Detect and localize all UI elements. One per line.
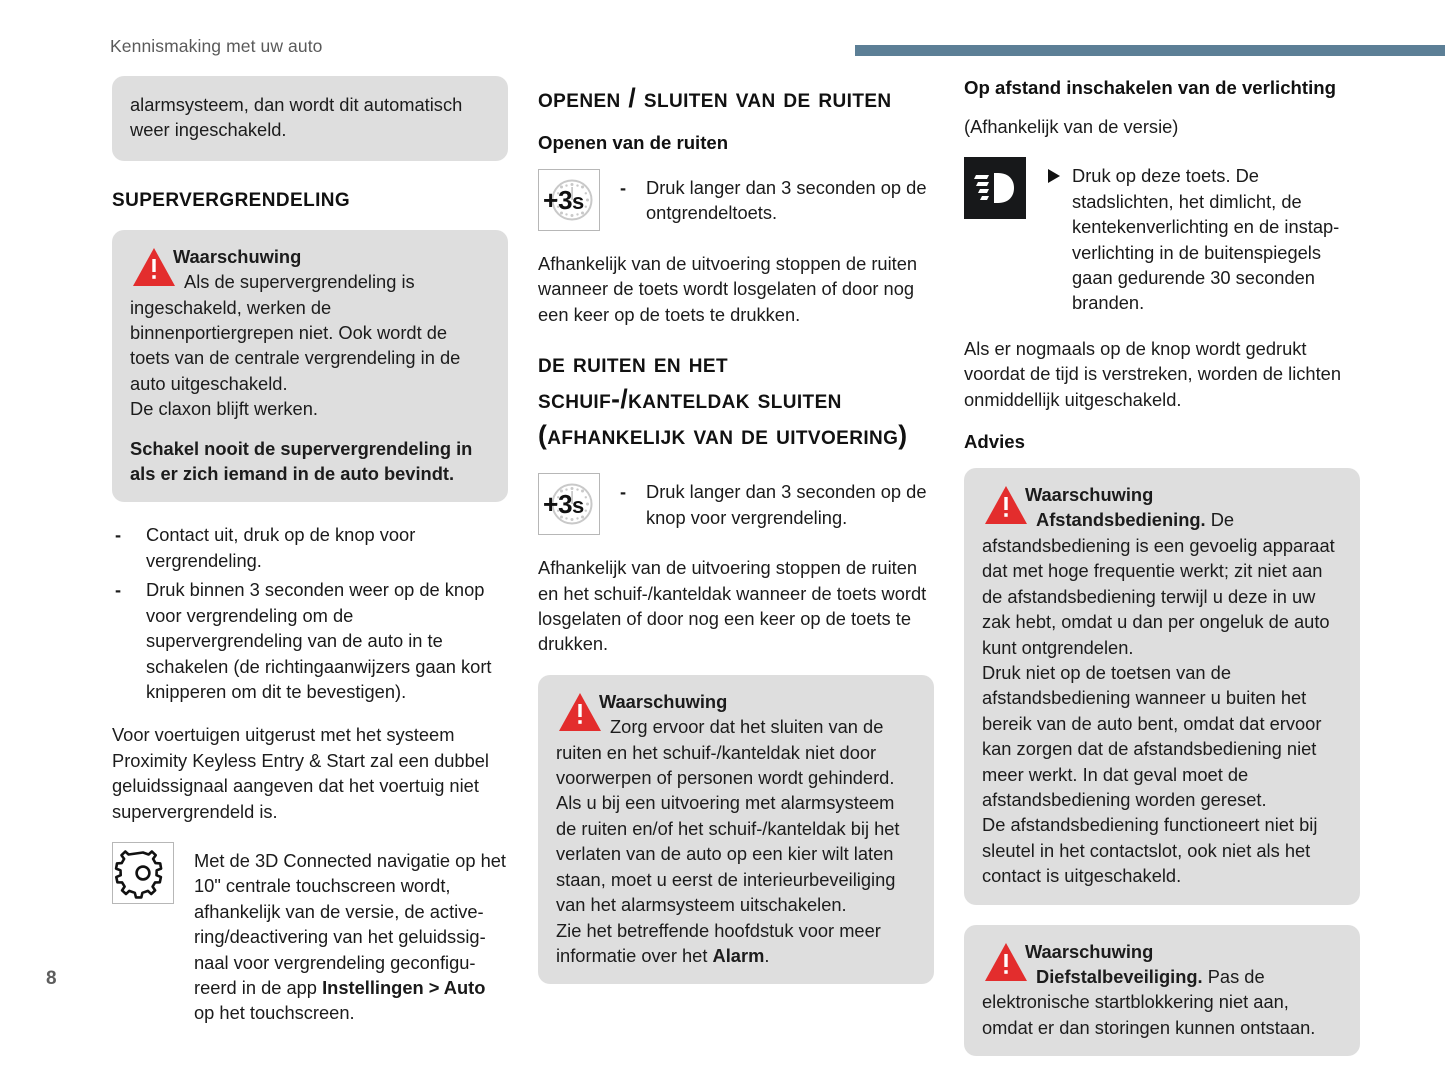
list-item: - Contact uit, druk op de knop voor vergrendeling. bbox=[112, 522, 508, 573]
supervergrendeling-steps-list bbox=[112, 522, 508, 704]
plus-3-seconds-icon-box bbox=[538, 169, 600, 231]
headlight-step-row bbox=[964, 157, 1360, 315]
svg-text:s: s bbox=[572, 189, 585, 214]
step-dash-marker: - bbox=[620, 177, 627, 198]
close-windows-step-row bbox=[538, 473, 934, 535]
warning-text-2-part2: . bbox=[764, 944, 770, 966]
plus-3-seconds-icon bbox=[539, 474, 599, 534]
warning-triangle-icon bbox=[132, 247, 176, 287]
step-dash-marker: - bbox=[620, 481, 627, 503]
warning-bold-lead: Diefstalbeveiliging. bbox=[1036, 965, 1203, 987]
warning-triangle-icon bbox=[984, 942, 1028, 982]
warning-text: Als de supervergrendeling is ingeschakeld, werken de binnenportiergrepen niet. Ook wordt de toets van de centrale vergrendeling in de auto uitgeschakeld. bbox=[130, 271, 461, 394]
close-windows-step-text: Druk langer dan 3 seconden op de knop voor vergrendeling. bbox=[646, 481, 927, 528]
gear-icon-box bbox=[112, 842, 174, 904]
svg-text:+3: +3 bbox=[543, 185, 573, 215]
column-1 bbox=[112, 76, 508, 1046]
section-title-supervergrendeling: supervergrendeling bbox=[112, 181, 351, 212]
warning-box-supervergrendeling bbox=[112, 230, 508, 503]
column-2 bbox=[538, 76, 934, 1004]
sub-title-op-afstand-verlichting: Op afstand inschakelen van de verlichting bbox=[964, 77, 1336, 98]
sub-title-advies: Advies bbox=[964, 431, 1025, 453]
gear-icon-slot bbox=[112, 842, 178, 904]
open-windows-paragraph: Afhankelijk van de uitvoering stoppen de ruiten wanneer de toets wordt losgelaten of door nog een keer op de toets te drukken. bbox=[538, 253, 918, 325]
gear-note-row bbox=[112, 842, 508, 1026]
header-rule bbox=[855, 45, 1445, 56]
continuation-note-box bbox=[112, 76, 508, 161]
plus-3-seconds-icon-box bbox=[538, 473, 600, 535]
version-note: (Afhankelijk van de versie) bbox=[964, 116, 1179, 137]
warning-bold-text: Schakel nooit de supervergrendeling in als er zich iemand in de auto bevindt. bbox=[130, 437, 473, 485]
plus3s-icon-slot-open bbox=[538, 169, 604, 231]
warning-text-2: De claxon blijft werken. bbox=[130, 398, 318, 420]
page-number: 8 bbox=[46, 968, 57, 989]
svg-text:+3: +3 bbox=[543, 489, 573, 520]
plus3s-icon-slot-close bbox=[538, 473, 604, 535]
gear-note-text-part1: Met de 3D Connected navigatie op het 10" centrale touchscreen wordt, afhankelijk van de versie, de active-ring/deactivering van het geluidssig-naal voor vergrendeling geconfigu-reerd in de app bbox=[194, 849, 507, 998]
page-header bbox=[0, 0, 1445, 66]
proximity-keyless-paragraph: Voor voertuigen uitgerust met het systeem Proximity Keyless Entry & Start zal een dubbel geluidssignaal aangeven dat het voertuig niet supervergrendeld is. bbox=[112, 724, 489, 822]
open-windows-step-row bbox=[538, 169, 934, 231]
warning-triangle-icon bbox=[984, 485, 1028, 525]
gear-note-text-part2: op het touchscreen. bbox=[194, 1002, 355, 1024]
plus-3-seconds-icon bbox=[539, 170, 599, 230]
gear-note-text bbox=[194, 842, 508, 1026]
warning-text-2-part1: Zie het betreffende hoofdstuk voor meer informatie over het bbox=[556, 919, 881, 966]
warning-text-2-bold: Alarm bbox=[712, 944, 765, 966]
warning-box-sluiten bbox=[538, 675, 934, 984]
warning-label: Waarschuwing bbox=[598, 690, 728, 712]
warning-text: Zorg ervoor dat het sluiten van de ruiten en het schuif-/kanteldak niet door voorwerpen of personen wordt gehinderd. Als u bij een uitvoering met alarmsysteem de ruiten en/of het schuif-/kanteldak bij het verlaten van de auto op een kier wilt laten staan, moet u eerst de interieurbeveiliging van het alarmsysteem uitschakelen. bbox=[556, 716, 900, 916]
gear-note-bold: Instellingen > Auto bbox=[322, 976, 486, 998]
warning-label: Waarschuwing bbox=[172, 245, 302, 267]
warning-text: De afstandsbediening is een gevoelig apparaat dat met hoge frequentie werkt; zit niet aan de afstandsbediening terwijl u deze in uw zak hebt, omdat u dan per ongeluk de auto kunt ontgrendelen. bbox=[982, 509, 1335, 658]
triangle-bullet-icon bbox=[1046, 157, 1072, 184]
warning-bold-lead: Afstandsbediening. bbox=[1036, 509, 1206, 531]
svg-text:s: s bbox=[572, 493, 585, 519]
gear-icon bbox=[113, 843, 173, 903]
headlight-icon-slot bbox=[964, 157, 1030, 219]
sub-title-openen-van-de-ruiten: Openen van de ruiten bbox=[538, 132, 729, 153]
low-beam-headlight-icon bbox=[964, 157, 1026, 219]
warning-label: Waarschuwing bbox=[1024, 484, 1154, 506]
warning-text-2: Druk niet op de toetsen van de afstandsbediening wanneer u buiten het bereik van de auto bent, omdat dat ervoor kan zorgen dat de afstandsbediening niet meer werkt. In dat geval moet de afstandsbediening worden gereset. bbox=[982, 661, 1322, 810]
continuation-note-text: alarmsysteem, dan wordt dit automatisch weer ingeschakeld. bbox=[130, 94, 463, 141]
list-item: - Druk binnen 3 seconden weer op de knop voor vergrendeling om de supervergrendeling van de auto in te schakelen (de richtingaanwijzers gaan kort knipperen om dit te bevestigen). bbox=[112, 577, 508, 704]
low-beam-headlight-icon-box bbox=[964, 157, 1026, 219]
warning-text-3: De afstandsbediening functioneert niet bij sleutel in het contactslot, ook niet als het contact is uitgeschakeld. bbox=[982, 814, 1318, 887]
warning-label: Waarschuwing bbox=[1024, 940, 1154, 962]
close-windows-paragraph: Afhankelijk van de uitvoering stoppen de ruiten en het schuif-/kanteldak wanneer de toets wordt losgelaten of door nog een keer op de toets te drukken. bbox=[538, 557, 927, 655]
warning-box-diefstalbeveiliging bbox=[964, 925, 1360, 1057]
warning-box-afstandsbediening bbox=[964, 468, 1360, 905]
column-3 bbox=[964, 76, 1360, 1076]
headlight-step-text: Druk op deze toets. De stadslichten, het dimlicht, de kentekenverlichting en de instap-verlichting in de buitenspiegels gaan gedurende 30 seconden branden. bbox=[1072, 165, 1340, 314]
section-title-openen-sluiten: openen / sluiten van de ruiten bbox=[538, 83, 892, 113]
open-windows-step-text: Druk langer dan 3 seconden op de ontgrendeltoets. bbox=[646, 177, 927, 224]
warning-text: Pas de elektronische startblokkering niet aan, omdat er dan storingen kunnen ontstaan. bbox=[982, 965, 1316, 1038]
headlight-paragraph: Als er nogmaals op de knop wordt gedrukt voordat de tijd is verstreken, worden de lichten onmiddellijk uitgeschakeld. bbox=[964, 337, 1341, 410]
section-title-ruiten-schuifdak: de ruiten en het schuif-/kanteldak sluiten (afhankelijk van de uitvoering) bbox=[538, 348, 908, 451]
running-header-title: Kennismaking met uw auto bbox=[110, 36, 323, 56]
warning-triangle-icon bbox=[558, 692, 602, 732]
